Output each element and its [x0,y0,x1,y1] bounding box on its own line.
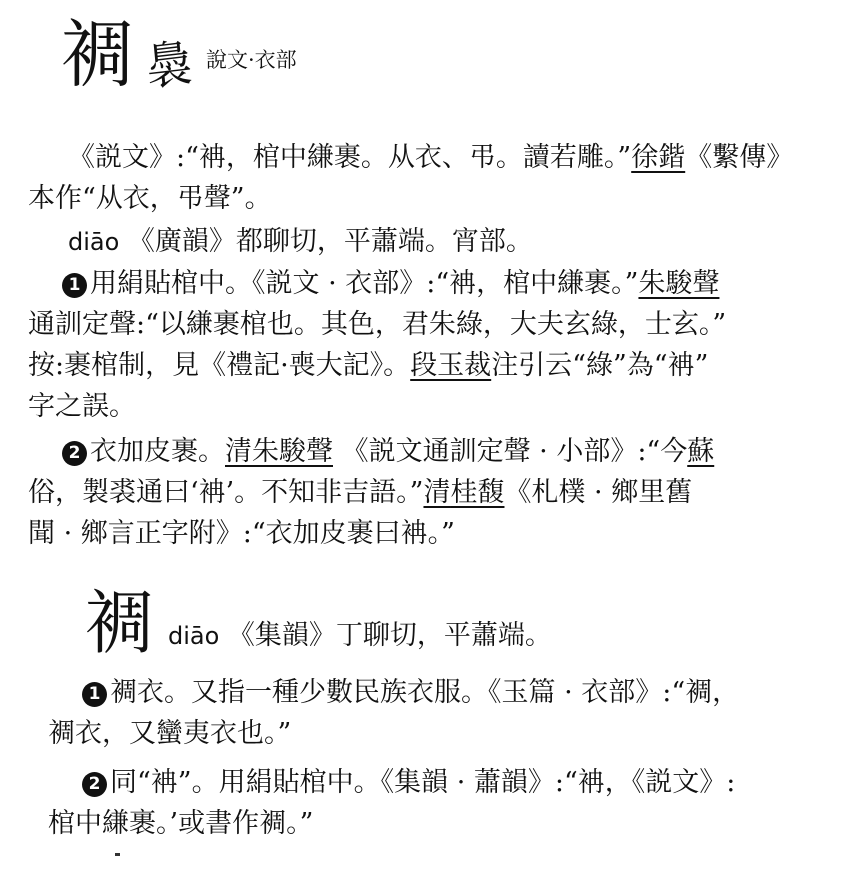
dynasty-underlined: 清 [225,436,252,467]
text-line: 通訓定聲:“以縑裹棺也。其色，君朱綠，大夫玄綠，士玄。” [28,309,727,340]
text-line: 裯衣，又蠻夷衣也。” [48,718,292,749]
pinyin: diāo [168,622,220,650]
entry2-sense-2 [48,762,838,844]
definition-text: 裯衣。又指一種少數民族衣服。《玉篇 · 衣部》:“裯， [110,677,740,708]
definition-text: 《札樸 · 鄉里舊 [504,477,693,508]
text-line [28,472,828,513]
sense-number-badge: 1 [82,682,107,707]
entry1-heading [60,12,297,98]
text-line: 聞 · 鄉言正字附》:“衣加皮裹曰袡。” [28,518,455,549]
sense-number-badge: 2 [62,441,87,466]
entry1-reading [28,221,828,263]
text-line [28,137,828,178]
text-line [28,345,828,386]
person-name-underlined: 徐鍇 [631,142,686,173]
text-line [48,672,838,713]
definition-text: 俗，製裘通曰‘袡’。不知非吉語。” [28,477,424,508]
entry1-sense-2 [28,431,828,554]
seal-source: 說文·衣部 [206,48,297,72]
entry2-headword: 裯 [84,582,154,664]
text-line [28,431,828,472]
text-line: 棺中縑裹。’或書作裯。” [48,808,314,839]
text-line [48,762,838,803]
book-title: 《繫傳》 [685,142,794,173]
person-name-underlined: 桂馥 [450,477,505,508]
person-name-underlined: 朱駿聲 [638,268,720,299]
definition-text: 用絹貼棺中。《説文 · 衣部》:“袡，棺中縑裹。” [90,268,639,299]
quote-text: 《説文》:“袡，棺中縑裹。从衣、弔。讀若雕。” [68,142,632,173]
sense-number-badge: 2 [82,772,107,797]
entry1-shuowen-paragraph [28,137,828,219]
definition-text: 按:裹棺制，見《禮記·喪大記》。 [28,350,411,381]
person-name-underlined: 朱駿聲 [252,436,333,467]
dynasty-underlined: 清 [423,477,451,508]
text-line: 本作“从衣，弔聲”。 [28,183,272,214]
entry2-heading [84,582,552,664]
entry2-sense-1 [48,672,838,754]
person-name-underlined: 段玉裁 [410,350,492,381]
definition-text: 衣加皮裹。 [90,436,225,467]
pinyin: diāo [68,228,120,256]
entry2-reading [168,613,552,652]
sense-number-badge: 1 [62,273,87,298]
definition-text: 同“袡”。用絹貼棺中。《集韻 · 蕭韻》:“袡，《説文》: [110,767,736,798]
text-line [28,263,828,304]
entry1-sense-1 [28,263,828,427]
entry1-headword: 裯 [60,12,134,98]
text-line: 字之誤。 [28,391,136,422]
reading-text: 《廣韻》都聊切，平蕭端。宵部。 [119,226,533,257]
reading-text: 《集韻》丁聊切，平蕭端。 [219,620,552,651]
scan-speck [115,853,120,856]
definition-text: 注引云“綠”為“袡” [491,350,709,381]
seal-script-glyph: 䙚 [143,33,195,97]
definition-text: 《説文通訓定聲 · 小部》:“今 [333,436,688,467]
place-name-underlined: 蘇 [687,436,715,467]
